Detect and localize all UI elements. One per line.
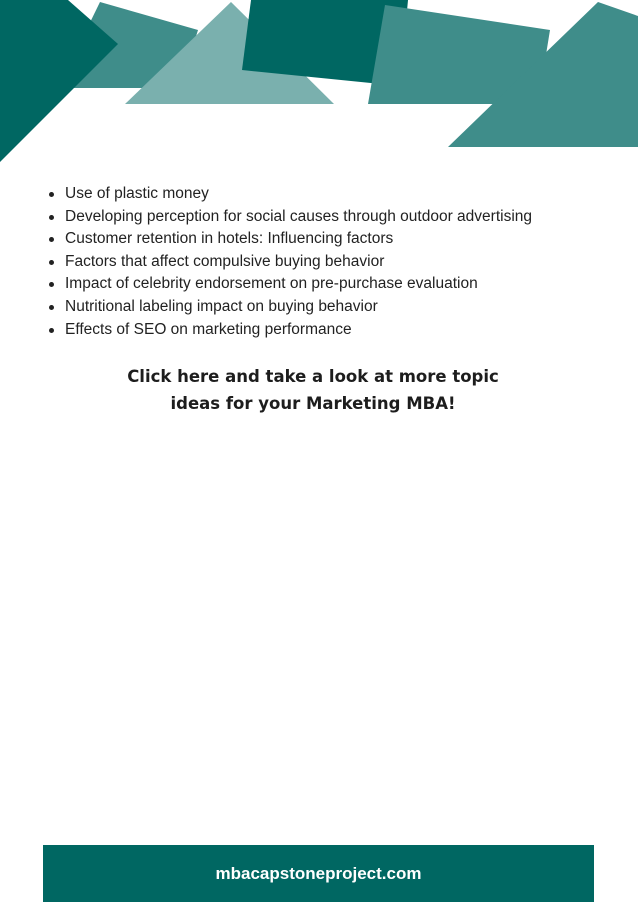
topic-text: Use of plastic money [65, 185, 209, 202]
topic-text: Factors that affect compulsive buying behavior [65, 252, 385, 270]
cta-line-2: ideas for your Marketing MBA! [170, 394, 456, 413]
topic-list [47, 183, 532, 341]
bullet-icon [49, 305, 54, 310]
bullet-icon [49, 192, 54, 197]
topic-text: Nutritional labeling impact on buying behavior [65, 297, 378, 315]
list-item [47, 183, 532, 206]
list-item [47, 319, 532, 342]
bullet-icon [49, 260, 54, 265]
bullet-icon [49, 328, 54, 333]
topic-text: Developing perception for social causes through outdoor advertising [65, 207, 533, 225]
bullet-icon [49, 237, 54, 242]
bullet-icon [49, 215, 54, 220]
list-item [47, 228, 532, 251]
list-item [47, 206, 532, 229]
list-item [47, 251, 532, 274]
topic-text: Effects of SEO on marketing performance [65, 320, 352, 338]
cta-line-1: Click here and take a look at more topic [127, 367, 499, 386]
header-decoration [0, 0, 638, 165]
footer-bar [43, 845, 594, 902]
website-link[interactable]: mbacapstoneproject.com [215, 863, 422, 883]
topic-text: Impact of celebrity endorsement on pre-purchase evaluation [65, 275, 478, 293]
bullet-icon [49, 282, 54, 287]
more-topics-link[interactable] [0, 363, 626, 417]
list-item [47, 273, 532, 296]
topic-text: Customer retention in hotels: Influencing factors [65, 230, 394, 248]
list-item [47, 296, 532, 319]
